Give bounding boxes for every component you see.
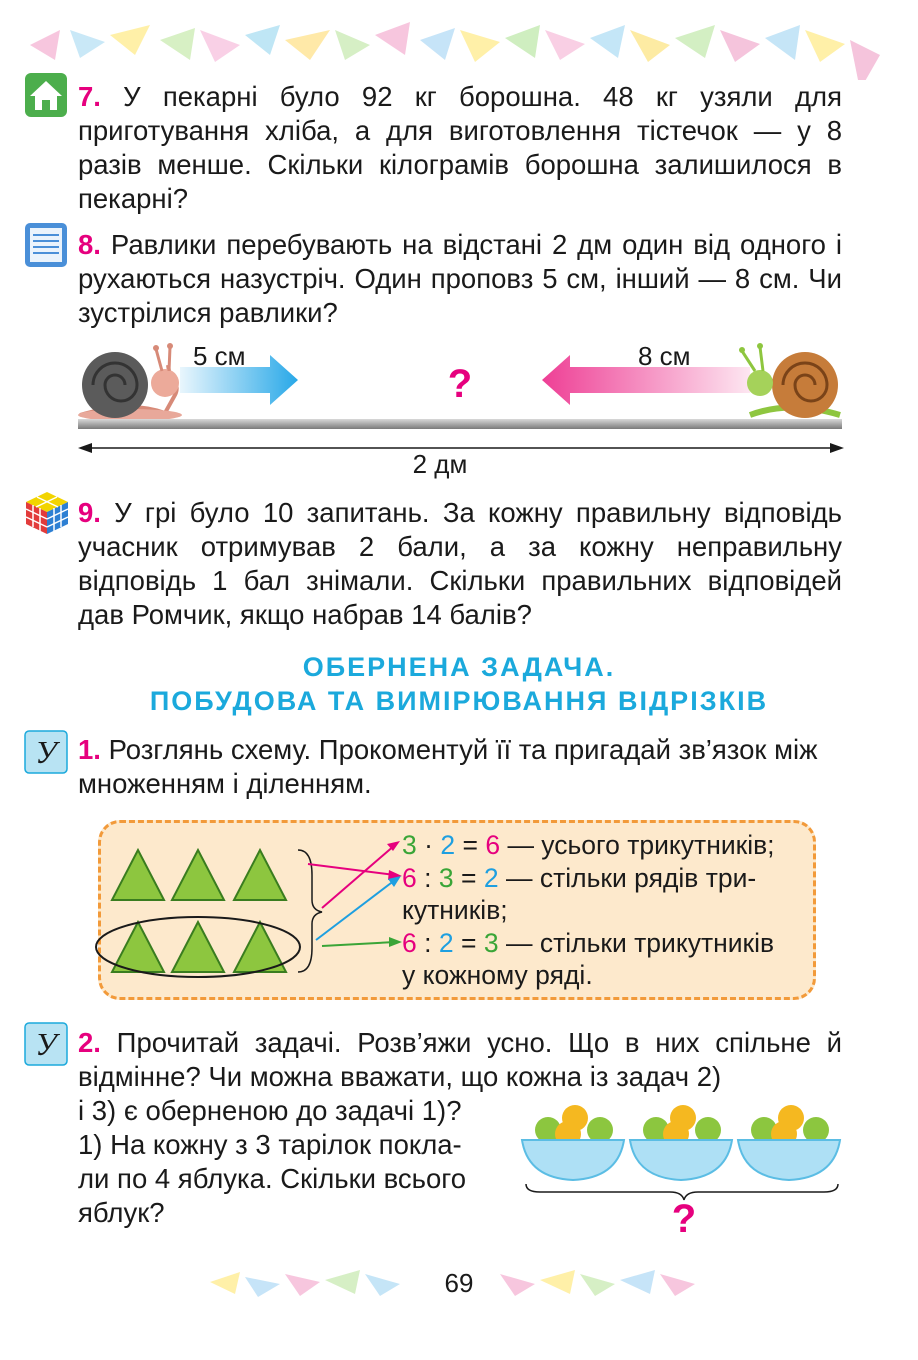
exercise-text: Розглянь схему. Прокоментуй її та пригадай зв’язок між множенням і діленням. (78, 734, 818, 799)
task-number: 9. (78, 497, 101, 528)
exercise-number: 1. (78, 734, 101, 765)
bowls-question-mark: ? (671, 1197, 697, 1240)
snail-diagram (70, 335, 860, 480)
svg-text:У: У (35, 1026, 57, 1062)
task-9 (78, 496, 842, 632)
bottom-row-triangles (112, 922, 286, 972)
task-7 (78, 80, 842, 216)
task-number: 8. (78, 229, 101, 260)
exercise-text: Прочитай задачі. Розв’яжи усно. Що в них спільне й відмінне? Чи можна вважати, що кожна із задач 2) (78, 1027, 842, 1092)
equation-3-cont: у кожному ряді. (402, 960, 593, 990)
equations (402, 829, 822, 992)
task-8 (78, 228, 842, 330)
exercise-2-lines: і 3) є оберненою до задачі 1)? 1) На кожну з 3 тарілок покла- ли по 4 яблука. Скільки всього яблук? (78, 1095, 467, 1228)
left-distance-label: 5 см (193, 341, 246, 371)
exercise-number: 2. (78, 1027, 101, 1058)
house-icon (24, 72, 68, 118)
total-distance-label: 2 дм (412, 449, 468, 479)
brace (298, 850, 322, 972)
left-snail-icon (78, 343, 182, 421)
bowl-2 (630, 1105, 732, 1180)
exercise-1 (78, 733, 842, 801)
equation-2: 6 : 3 = 2 — стільки рядів три- (402, 862, 757, 893)
letter-u-icon (24, 1022, 68, 1066)
section-title-line-1: ОБЕРНЕНА ЗАДАЧА. (302, 652, 616, 682)
equation-2-cont: кутників; (402, 895, 508, 925)
triangles-scheme (90, 830, 410, 980)
top-row-triangles (112, 850, 286, 900)
notebook-icon (24, 222, 68, 268)
decorative-top-banner (0, 0, 918, 80)
right-snail-icon (739, 343, 840, 418)
question-mark: ? (447, 362, 473, 406)
bowl-1 (522, 1105, 624, 1180)
bowl-3 (738, 1105, 840, 1180)
apple-bowls (520, 1100, 850, 1240)
equation-1: 3 · 2 = 6 — усього трикутників; (402, 830, 775, 860)
right-distance-label: 8 см (638, 341, 691, 371)
equation-3: 6 : 2 = 3 — стільки трикутників (402, 927, 775, 958)
task-number: 7. (78, 81, 101, 112)
letter-u-icon (24, 730, 68, 774)
task-text: Равлики перебувають на відстані 2 дм один від одного і рухаються назустріч. Один проповз 5 см, інший — 8 см. Чи зустрілися равлики? (78, 229, 842, 328)
exercise-2 (78, 1026, 842, 1094)
task-text: У пекарні було 92 кг борошна. 48 кг узяли для приготування хліба, а для виготовлення тістечок — у 8 разів менше. Скільки кілограмів борошна залишилося в пекарні? (78, 81, 842, 214)
page-number: 69 (444, 1268, 474, 1298)
ground-line (78, 419, 842, 429)
svg-text:У: У (35, 734, 57, 770)
rubik-cube-icon (24, 490, 70, 536)
task-text: У грі було 10 запитань. За кожну правильну відповідь учасник отримував 2 бали, а за кожну неправильну відповідь 1 бал знімали. Скільки правильних відповідей дав Ромчик, якщо набрав 14 балів? (78, 497, 842, 630)
section-title-line-2: ПОБУДОВА ТА ВИМІРЮВАННЯ ВІДРІЗКІВ (149, 686, 769, 716)
